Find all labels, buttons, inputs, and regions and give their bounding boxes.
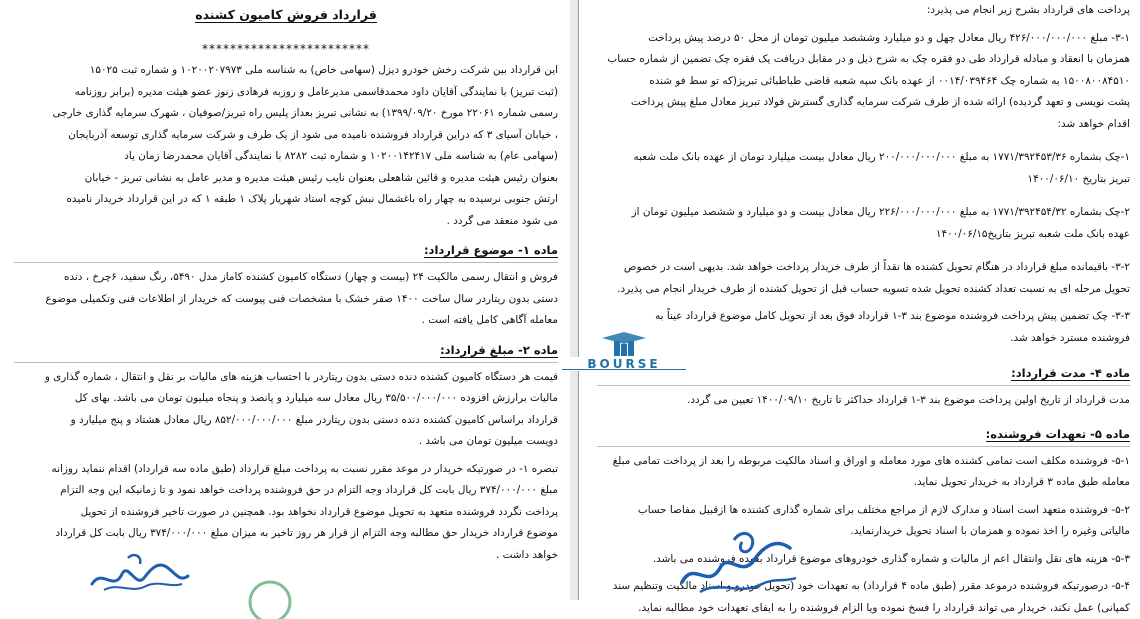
signature-left — [84, 548, 194, 596]
article2-heading: ماده ۲- مبلغ قرارداد: — [14, 340, 558, 363]
signature-right — [672, 520, 802, 600]
clause-3-1: ۳-۱- مبلغ ۴۲۶/۰۰۰/۰۰۰/۰۰۰ ریال معادل چهل و دو میلیارد وششصد میلیون تومان از محل ۵۰ درصد پیش پرداخت همزمان با انعقاد و مبادله قرارداد طی دو فقره چک به شرح ذیل و در مقابل دریافت یک فقره چک تضمین از شماره حساب ۱۵۰۰۸۰۰۸۴۵۱۰ به شماره چک ۰۰۱۴/۰۳۹۴۶۴ از عهده بانک سپه شعبه قاضی طباطبائی تبریز(که تو سط فو شنده پشت نویسی و تعهد گردیده) ارائه شده از طرف شرکت سرمایه گذاری گسترش فولاد تبریز معادل مبلغ پیش پرداخت اقدام خواهد شد: — [607, 31, 1130, 130]
clause-3-3: ۳-۳- چک تضمین پیش پرداخت فروشنده موضوع بند ۳-۱ قرارداد فوق بعد از تحویل کامل موضوع قرارداد عیناً به فروشنده مسترد خواهد شد. — [655, 310, 1130, 344]
article1-heading: ماده ۱- موضوع قرارداد: — [14, 240, 558, 263]
bourse-logo — [562, 332, 686, 372]
clause-5-4: ۵-۴- درصورتیکه فروشنده درموعد مقرر (طبق ماده ۴ قرارداد) به تعهدات خود (تحویل خودرو و اسناد مالکیت وتنظیم سند کمپانی) عمل نکند، خریدار می تواند قرارداد را فسخ نموده ویا الزام فروشنده را به ایفای تعهدات خود مطالبه نماید. — [612, 580, 1130, 614]
article1-body: فروش و انتقال رسمی مالکیت ۲۴ (بیست و چهار) دستگاه کامیون کشنده کاماز مدل ۵۴۹۰، رنگ سفید، ۶چرخ ، دنده دستی بدون ریتاردر سال ساخت ۱۴۰۰ صفر خشک با مشخصات فنی پیوست که خریدار از اطلاعات فنی وتکمیلی موضوع معامله آگاهی کامل یافته است . — [45, 271, 558, 326]
clause-3-2: ۳-۲- باقیمانده مبلغ قرارداد در هنگام تحویل کشنده ها نقداً از طرف خریدار پرداخت خواهد شد. بدیهی است در خصوص تحویل مرحله ای به نسبت تعداد کشنده تحویل شده تسویه حساب قبل از تحویل کشنده از طرف خریدار انجام می پذیرد. — [617, 261, 1130, 295]
article4-body: مدت قرارداد از تاریخ اولین پرداخت موضوع بند ۳-۱ قرارداد حداکثر تا تاریخ ۱۴۰۰/۰۹/۱۰ تعیین می گردد. — [687, 394, 1130, 406]
page-gutter — [570, 0, 578, 600]
contract-title: قرارداد فروش کامیون کشنده — [195, 7, 377, 22]
article5-heading: ماده ۵- تعهدات فروشنده: — [597, 424, 1130, 447]
intro-paragraph: این قرارداد بین شرکت رخش خودرو دیزل (سهامی خاص) به شناسه ملی ۱۰۲۰۰۲۰۷۹۷۳ و شماره ثبت ۱۵۰۲۵ (ثبت تبریز) با نمایندگی آقایان داود محمدقاسمی مدیرعامل و روزبه فرهادی زنوز عضو هیئت مدیره (برابر روزنامه رسمی شماره ۲۲۰۶۱ مورخ ۱۳۹۹/۰۹/۲۰) به نشانی تبریز بعداز پلیس راه تبریز/صوفیان ، شهرک سرمایه گذاری خارجی ، خیابان آسیای ۳ که دراین قرارداد فروشنده نامیده می شود از یک طرف و شرکت سرمایه گذاری توسعه آذربایجان (سهامی عام) به شناسه ملی ۱۰۲۰۰۱۴۲۴۱۷ و شماره ثبت ۸۲۸۲ با نمایندگی آقایان محمدرضا زمان یاد بعنوان رئیس هیئت مدیره و قائین شاهعلی بعنوان نایب رئیس هیئت مدیره و مدیر عامل به نشانی تبریز - خیابان ارتش جنوبی نرسیده به چهار راه باغشمال نبش کوچه استاد شهریار پلاک ۱ طبقه ۱ که در این قرارداد خریدار نامیده می شود منعقد می گردد . — [52, 64, 558, 227]
clause-5-3: ۵-۳- هزینه های نقل وانتقال اعم از مالیات و شماره گذاری خودروهای موضوع قرارداد بعهده فروشنده می باشد. — [652, 552, 1130, 565]
clause-5-1: ۵-۱- فروشنده مکلف است تمامی کشنده های مورد معامله و اوراق و اسناد مالکیت مربوطه را بعد از پرداخت تمامی مبلغ معامله طبق ماده ۳ قرارداد به خریدار تحویل نماید. — [612, 454, 1130, 488]
title-stars: ************************ — [202, 42, 370, 56]
payments-intro: پرداخت های قرارداد بشرح زیر انجام می پذیرد: — [926, 4, 1130, 16]
article2-body: قیمت هر دستگاه کامیون کشنده دنده دستی بدون ریتاردر با احتساب هزینه های مالیات بر نقل و انتقال ، شماره گذاری و مالیات برارزش افزوده ۳۵/۵۰۰/۰۰۰/۰۰۰ ریال معادل سه میلیارد و پانصد و پنجاه میلیون تومان می باشد. بهای کل قرارداد براساس کامیون کشنده دنده دستی بدون ریتاردر مبلغ ۸۵۲/۰۰۰/۰۰۰/۰۰۰ ریال معادل هشتاد و پنج میلیارد و دویست میلیون تومان می باشد . — [44, 370, 558, 447]
right-page — [578, 0, 1140, 614]
check-1: ۱-چک بشماره ۱۷۷۱/۳۹۲۴۵۳/۳۶ به مبلغ ۲۰۰/۰۰۰/۰۰۰/۰۰۰ ریال معادل بیست میلیارد تومان از عهده بانک ملت شعبه تبریز بتاریخ ۱۴۰۰/۰۶/۱۰ — [633, 151, 1130, 185]
left-page — [0, 0, 570, 600]
clause-5-2: ۵-۲- فروشنده متعهد است اسناد و مدارک لازم از مراجع مختلف برای شماره گذاری کشنده ها ازقبیل مفاصا حساب مالیاتی وغیره را اخذ نموده و همزمان با اسناد تحویل خریدارنماید. — [637, 503, 1130, 537]
svg-text:BOURSE: BOURSE — [587, 357, 661, 371]
stamp-mark — [240, 578, 300, 600]
article4-heading: ماده ۴- مدت قرارداد: — [597, 363, 1130, 386]
check-2: ۲-چک بشماره ۱۷۷۱/۳۹۲۴۵۴/۳۲ به مبلغ ۲۲۶/۰۰۰/۰۰۰/۰۰۰ ریال معادل بیست و دو میلیارد و ششصد میلیون تومان از عهده بانک ملت شعبه تبریز بتاریخ۱۴۰۰/۰۶/۱۵ — [631, 206, 1130, 240]
note-1: تبصره ۱- در صورتیکه خریدار در موعد مقرر نسبت به پرداخت مبلغ قرارداد (طبق ماده سه قرارداد) اقدام ننماید روزانه مبلغ ۳۷۴/۰۰۰/۰۰۰ ریال بابت کل قرارداد وجه التزام در حق فروشنده پرداخت خواهد نمود و تا زمانیکه این وجه التزام پرداخت نگردد فروشنده متعهد به تحویل موضوع قرارداد نخواهد بود. همچنین در صورت تاخیر فروشنده از تحویل موضوع قرارداد خریدار حق مطالبه وجه التزام از قرار هر روز تاخیر به میزان مبلغ ۳۷۴/۰۰۰/۰۰۰ ریال بابت کل قرارداد خواهد داشت . — [51, 462, 558, 561]
